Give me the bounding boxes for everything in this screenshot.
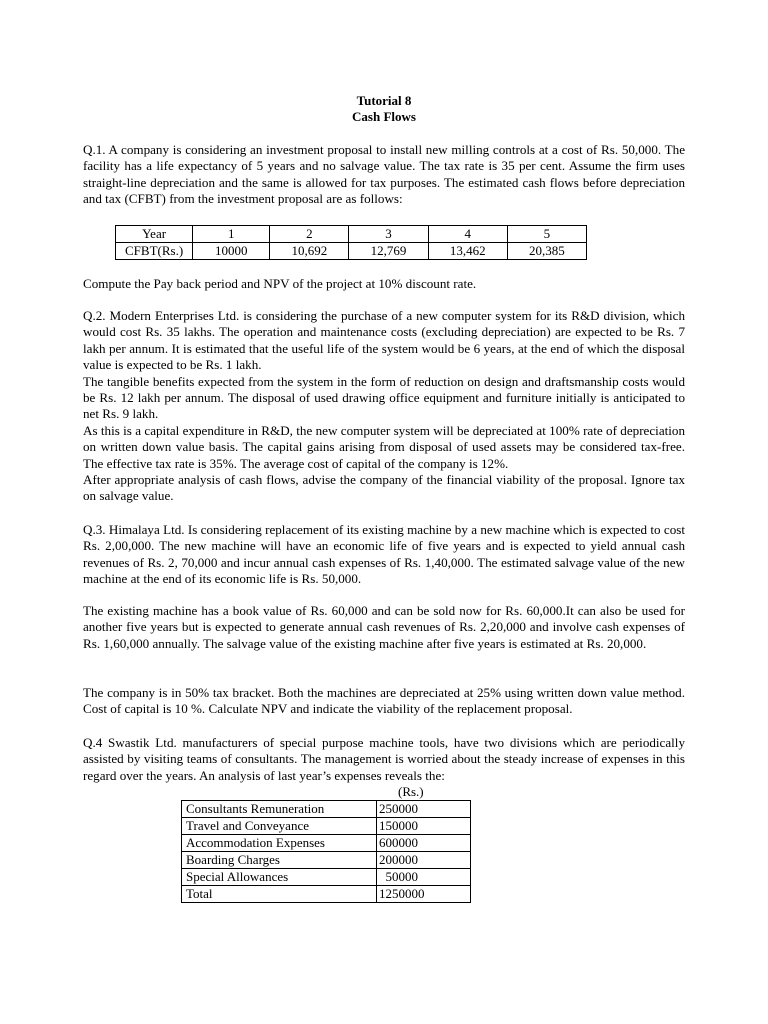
table-row <box>116 243 587 260</box>
table-row <box>182 869 471 886</box>
table-cell: 5 <box>507 226 586 243</box>
q2-paragraph: The tangible benefits expected from the system in the form of reduction on design and draftsmanship costs would be Rs. 12 lakh per annum. The disposal of used drawing office equipment and furniture initially is anticipated to net Rs. 9 lakh. <box>83 373 685 422</box>
q2-text <box>83 308 685 505</box>
expense-label: Total <box>182 886 377 903</box>
expense-amount: 50000 <box>377 869 471 886</box>
table-row <box>182 818 471 835</box>
table-cell: 3 <box>349 226 428 243</box>
expense-amount: 200000 <box>377 852 471 869</box>
page-title: Tutorial 8 <box>356 93 412 108</box>
expenses-table <box>181 800 471 903</box>
expense-amount: 150000 <box>377 818 471 835</box>
table-row <box>182 801 471 818</box>
q3-paragraph-2: The existing machine has a book value of Rs. 60,000 and can be sold now for Rs. 60,000.It can also be used for another five years but is expected to generate annual cash revenues of Rs. 2,20,000 and involve cash expenses of Rs. 1,60,000 annually. The salvage value of the existing machine after five years is estimated at Rs. 20,000. <box>83 603 685 651</box>
expense-label: Consultants Remuneration <box>182 801 377 818</box>
expense-label: Accommodation Expenses <box>182 835 377 852</box>
table-cell: 12,769 <box>349 243 428 260</box>
q2-paragraph: After appropriate analysis of cash flows, advise the company of the financial viability of the proposal. Ignore tax on salvage value. <box>83 472 685 504</box>
q2-paragraph: Q.2. Modern Enterprises Ltd. is considering the purchase of a new computer system for its R&D division, which would cost Rs. 35 lakhs. The operation and maintenance costs (excluding depreciation) are expected to be Rs. 7 lakh per annum. It is estimated that the useful life of the system would be 6 years, at the end of which the disposal value is expected to be Rs. 1 lakh. <box>83 308 685 373</box>
table-cell: 4 <box>428 226 507 243</box>
expense-amount: 1250000 <box>377 886 471 903</box>
table-cell: 2 <box>270 226 349 243</box>
table-row <box>182 852 471 869</box>
table-cell: CFBT(Rs.) <box>116 243 193 260</box>
table-row <box>116 226 587 243</box>
expense-label: Travel and Conveyance <box>182 818 377 835</box>
expense-label: Boarding Charges <box>182 852 377 869</box>
unit-label: (Rs.) <box>398 784 424 799</box>
q1-text: Q.1. A company is considering an investment proposal to install new milling controls at a cost of Rs. 50,000. The facility has a life expectancy of 5 years and no salvage value. The tax rate is 35 per cent. Assume the firm uses straight-line depreciation and the same is allowed for tax purposes. The estimated cash flows before depreciation and tax (CFBT) from the investment proposal are as follows: <box>83 142 685 207</box>
cfbt-table <box>115 225 587 260</box>
table-cell: 1 <box>193 226 270 243</box>
table-cell: 10,692 <box>270 243 349 260</box>
table-cell: 10000 <box>193 243 270 260</box>
q4-text: Q.4 Swastik Ltd. manufacturers of special purpose machine tools, have two divisions which are periodically assisted by visiting teams of consultants. The management is worried about the steady increase of expenses in this regard over the years. An analysis of last year’s expenses reveals the: <box>83 735 685 783</box>
q1-question: Compute the Pay back period and NPV of the project at 10% discount rate. <box>83 276 477 291</box>
q2-paragraph: As this is a capital expenditure in R&D, the new computer system will be depreciated at 100% rate of depreciation on written down value basis. The capital gains arising from disposal of used assets may be considered tax-free. The effective tax rate is 35%. The average cost of capital of the company is 12%. <box>83 422 685 471</box>
expense-label: Special Allowances <box>182 869 377 886</box>
expense-amount: 600000 <box>377 835 471 852</box>
table-cell: Year <box>116 226 193 243</box>
expense-amount: 250000 <box>377 801 471 818</box>
table-cell: 13,462 <box>428 243 507 260</box>
q3-paragraph-1: Q.3. Himalaya Ltd. Is considering replacement of its existing machine by a new machine which is expected to cost Rs. 2,00,000. The new machine will have an economic life of five years and is expected to yield annual cash revenues of Rs. 2, 70,000 and incur annual cash expenses of Rs. 1,40,000. The estimated salvage value of the new machine at the end of its economic life is Rs. 50,000. <box>83 522 685 587</box>
page-subtitle: Cash Flows <box>352 109 416 124</box>
table-cell: 20,385 <box>507 243 586 260</box>
table-row <box>182 886 471 903</box>
q3-paragraph-3: The company is in 50% tax bracket. Both the machines are depreciated at 25% using written down value method. Cost of capital is 10 %. Calculate NPV and indicate the viability of the replacement proposal. <box>83 685 685 717</box>
table-row <box>182 835 471 852</box>
